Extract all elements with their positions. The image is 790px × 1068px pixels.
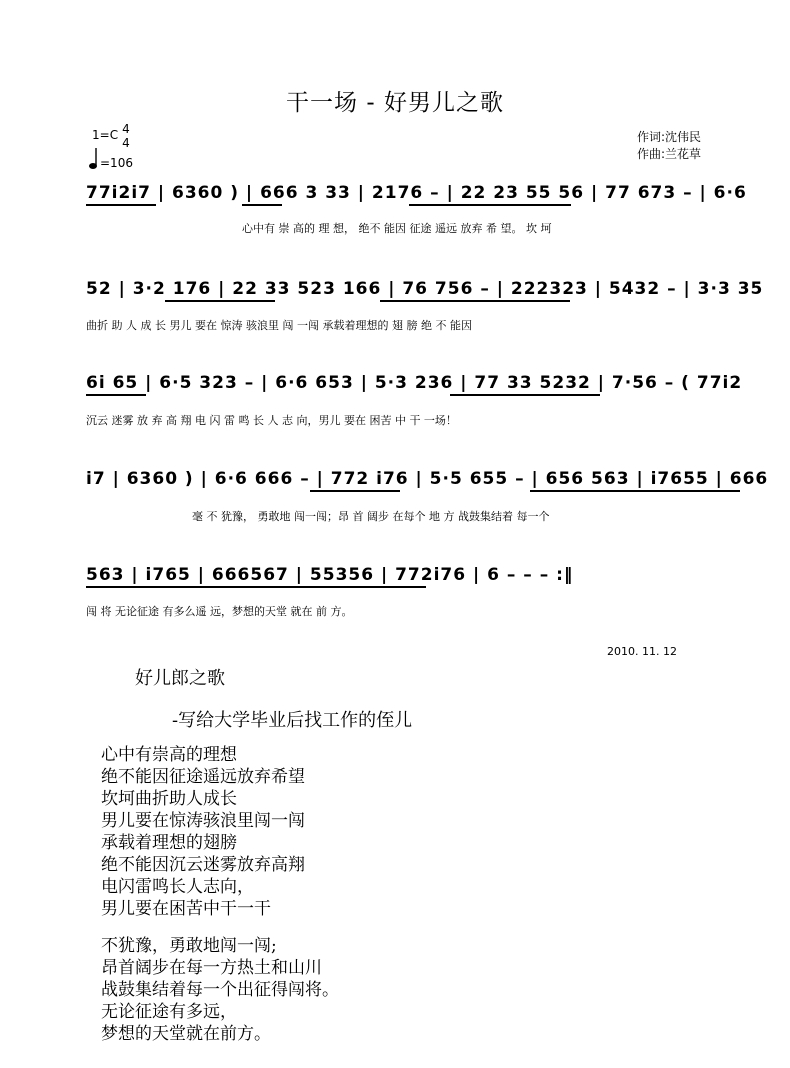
poem-line: 承载着理想的翅膀 — [101, 833, 237, 853]
poem-line: 男儿要在困苦中干一干 — [101, 899, 271, 919]
score-line-5-music: 563 | i765 | 666567 | 55356 | 772i76 | 6 – – – :‖ — [86, 565, 574, 585]
poem-line: 绝不能因征途遥远放弃希望 — [101, 767, 305, 787]
poem-line: 坎坷曲折助人成长 — [101, 789, 237, 809]
score-line-5-lyrics: 闯 将 无论征途 有多么遥 远，梦想的天堂 就在 前 方。 — [86, 605, 353, 618]
time-signature-bottom: 4 — [122, 136, 130, 150]
lyricist-credit: 作词:沈伟民 — [637, 130, 702, 144]
poem-line: 心中有崇高的理想 — [101, 745, 237, 765]
score-line-4-music: i7 | 6360 ) | 6·6 666 – | 772 i76 | 5·5 655 – | 656 563 | i7655 | 666 — [86, 469, 769, 489]
rhythm-underline — [86, 394, 146, 396]
poem-line: 昂首阔步在每一方热土和山川 — [101, 958, 322, 978]
poem-line: 不犹豫，勇敢地闯一闯; — [101, 936, 277, 956]
time-signature — [119, 122, 133, 150]
quarter-note-icon — [88, 146, 100, 172]
date-stamp: 2010. 11. 12 — [607, 645, 677, 658]
song-title: 干一场 - 好男儿之歌 — [286, 90, 504, 116]
rhythm-underline — [242, 204, 282, 206]
score-line-2-music: 52 | 3·2 176 | 22 33 523 166 | 76 756 – | 222323 | 5432 – | 3·3 35 — [86, 279, 764, 299]
poem-subtitle: -写给大学毕业后找工作的侄儿 — [172, 710, 413, 731]
rhythm-underline — [86, 204, 156, 206]
poem-title: 好儿郎之歌 — [135, 668, 225, 689]
key-signature: 1=C — [92, 128, 119, 142]
score-line-2-lyrics: 曲折 助 人 成 长 男儿 要在 惊涛 骇浪里 闯 一闯 承载着理想的 翅 膀 绝 不 能因 — [86, 319, 472, 332]
rhythm-underline — [380, 300, 570, 302]
rhythm-underline — [165, 300, 275, 302]
poem-line: 战鼓集结着每一个出征得闯将。 — [101, 980, 339, 1000]
score-line-1-music: 77i2i7 | 6360 ) | 666 3 33 | 2176 – | 22 23 55 56 | 77 673 – | 6·6 — [86, 183, 747, 203]
poem-line: 男儿要在惊涛骇浪里闯一闯 — [101, 811, 305, 831]
rhythm-underline — [450, 394, 600, 396]
score-line-4-lyrics: 毫 不 犹豫， 勇敢地 闯一闯；昂 首 阔步 在每个 地 方 战鼓集结着 每一个 — [192, 510, 550, 523]
rhythm-underline — [86, 586, 426, 588]
score-line-1-lyrics: 心中有 崇 高的 理 想， 绝不 能因 征途 遥远 放弃 希 望。 坎 坷 — [242, 222, 552, 235]
poem-stanza-1 — [101, 744, 305, 920]
rhythm-underline — [530, 490, 740, 492]
score-line-3-music: 6i 65 | 6·5 323 – | 6·6 653 | 5·3 236 | 77 33 5232 | 7·56 – ( 77i2 — [86, 373, 743, 393]
poem-line: 绝不能因沉云迷雾放弃高翔 — [101, 855, 305, 875]
rhythm-underline — [409, 204, 571, 206]
poem-line: 电闪雷鸣长人志向， — [101, 877, 254, 897]
rhythm-underline — [310, 490, 400, 492]
tempo-marking: =106 — [100, 156, 133, 170]
composer-credit: 作曲:兰花草 — [637, 147, 702, 161]
poem-stanza-2 — [101, 935, 339, 1045]
score-line-3-lyrics: 沉云 迷雾 放 弃 高 翔 电 闪 雷 鸣 长 人 志 向，男儿 要在 困苦 中 干 一场！ — [86, 414, 457, 427]
poem-line: 梦想的天堂就在前方。 — [101, 1024, 271, 1044]
poem-line: 无论征途有多远， — [101, 1002, 237, 1022]
time-signature-top: 4 — [122, 122, 130, 136]
